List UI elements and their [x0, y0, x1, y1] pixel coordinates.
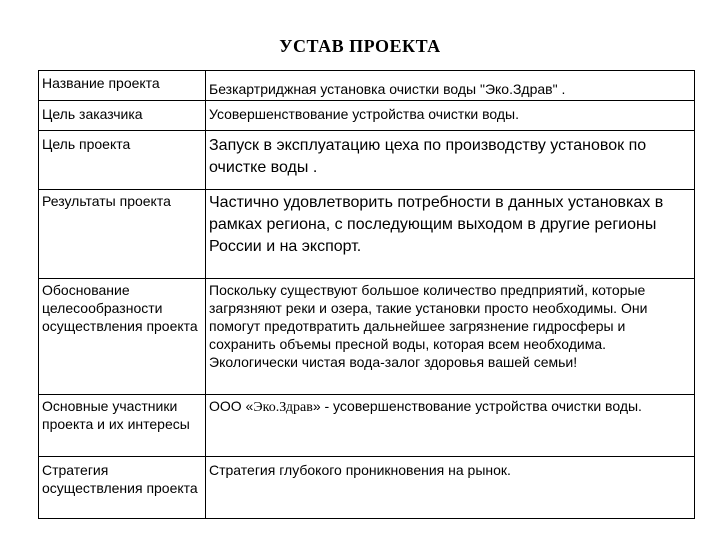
row-label-participants: Основные участники проекта и их интересы [39, 395, 206, 457]
row-label-customer-goal: Цель заказчика [39, 101, 206, 131]
table-row [39, 279, 695, 395]
row-label-project-results: Результаты проекта [39, 190, 206, 279]
row-value-project-results: Частично удовлетворить потребности в данных установках в рамках региона, с последующим выходом в другие регионы России и на экспорт. [206, 190, 695, 279]
row-value-participants [206, 395, 695, 457]
row-label-project-goal: Цель проекта [39, 131, 206, 190]
table-row [39, 71, 695, 101]
row-value-customer-goal: Усовершенствование устройства очистки воды. [206, 101, 695, 131]
project-charter-table [38, 70, 695, 519]
table-row [39, 101, 695, 131]
participants-prefix: ООО « [209, 398, 254, 414]
participants-suffix: » - усовершенствование устройства очистки воды. [312, 398, 642, 414]
row-value-justification: Поскольку существуют большое количество предприятий, которые загрязняют реки и озера, такие установки просто необходимы. Они помогут предотвратить дальнейшее загрязнение гидросферы и сохранить объемы пресной воды, которая всем необходима. Экологически чистая вода-залог здоровья вашей семьи! [206, 279, 695, 395]
row-label-strategy: Стратегия осуществления проекта [39, 457, 206, 519]
row-value-project-name: Безкартриджная установка очистки воды "Эко.Здрав" . [206, 71, 695, 101]
participants-brand: Эко.Здрав [253, 400, 313, 415]
table-row [39, 395, 695, 457]
row-value-strategy: Стратегия глубокого проникновения на рынок. [206, 457, 695, 519]
row-label-project-name: Название проекта [39, 71, 206, 101]
row-value-project-goal: Запуск в эксплуатацию цеха по производству установок по очистке воды . [206, 131, 695, 190]
document-title: УСТАВ ПРОЕКТА [279, 36, 441, 56]
table-row [39, 190, 695, 279]
table-row [39, 131, 695, 190]
table-row [39, 457, 695, 519]
row-label-justification: Обоснование целесообразности осуществления проекта [39, 279, 206, 395]
